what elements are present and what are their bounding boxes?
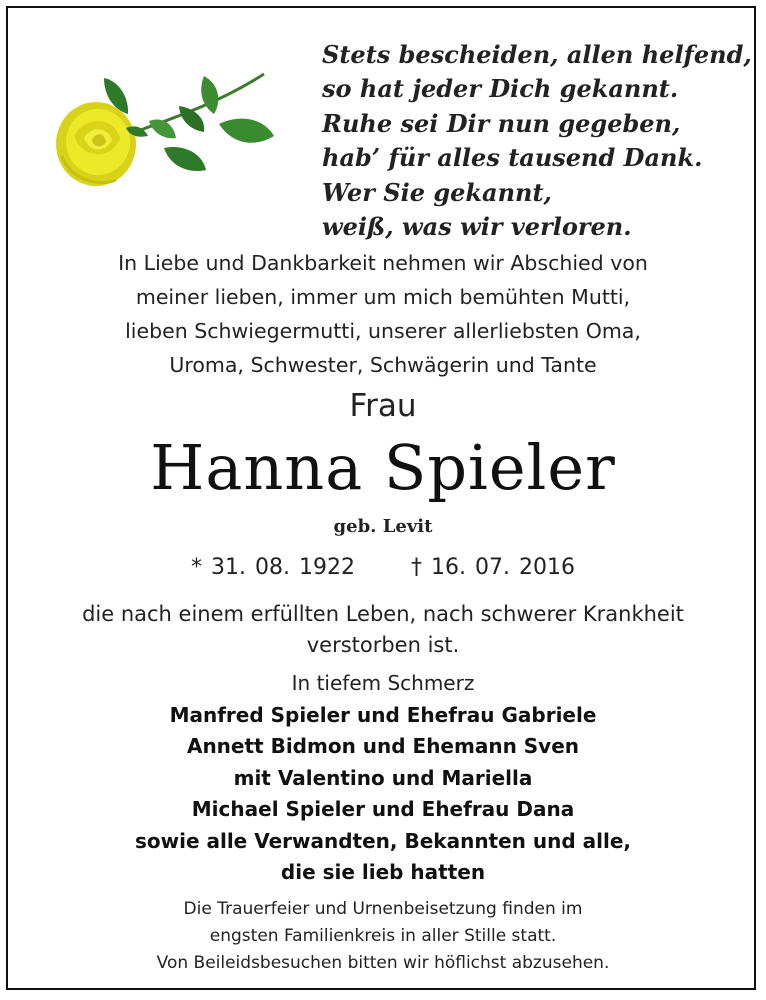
birth-name: geb. Levit (333, 516, 433, 537)
life-dates (8, 552, 758, 584)
intro-line: meiner lieben, immer um mich bemühten Mutti, (135, 285, 631, 309)
poem-line: weiß, was wir verloren. (322, 212, 632, 242)
mourner-line: mit Valentino und Mariella (233, 765, 533, 790)
poem-line: Stets bescheiden, allen helfend, (322, 40, 752, 69)
footer-line: Von Beileidsbesuchen bitten wir höflichst abzusehen. (156, 953, 610, 973)
mourners-list (8, 700, 758, 888)
death-text-line: verstorben ist. (306, 633, 460, 657)
death-text (8, 599, 758, 661)
footer-line: Die Trauerfeier und Urnenbeisetzung finden im (183, 899, 583, 919)
obituary-card (6, 6, 756, 990)
mourner-line: Annett Bidmon und Ehemann Sven (186, 734, 580, 759)
poem-line: Wer Sie gekannt, (322, 177, 552, 207)
poem (322, 38, 752, 244)
intro-line: lieben Schwiegermutti, unserer allerliebsten Oma, (125, 319, 641, 343)
intro-text (8, 246, 758, 382)
funeral-notice (8, 896, 758, 977)
poem-line: hab’ für alles tausend Dank. (322, 143, 703, 173)
death-text-line: die nach einem erfüllten Leben, nach schwerer Krankheit (82, 602, 684, 626)
mourning-intro: In tiefem Schmerz (291, 671, 475, 695)
mourner-line: Manfred Spieler und Ehefrau Gabriele (169, 703, 597, 727)
yellow-rose-image (54, 66, 284, 196)
mourner-line: sowie alle Verwandten, Bekannten und alle, (134, 828, 632, 853)
mourner-line: die sie lieb hatten (280, 860, 486, 885)
footer-line: engsten Familienkreis in aller Stille statt. (209, 926, 557, 946)
intro-line: Uroma, Schwester, Schwägerin und Tante (169, 353, 597, 377)
poem-line: Ruhe sei Dir nun gegeben, (322, 108, 681, 138)
birth-date: * 31. 08. 1922 (191, 555, 355, 580)
mourner-line: Michael Spieler und Ehefrau Dana (191, 797, 575, 822)
deceased-name: Hanna Spieler (150, 431, 616, 504)
death-date: † 16. 07. 2016 (411, 555, 575, 580)
salutation: Frau (349, 388, 417, 424)
intro-line: In Liebe und Dankbarkeit nehmen wir Abschied von (118, 251, 648, 275)
poem-line: so hat jeder Dich gekannt. (322, 74, 679, 104)
